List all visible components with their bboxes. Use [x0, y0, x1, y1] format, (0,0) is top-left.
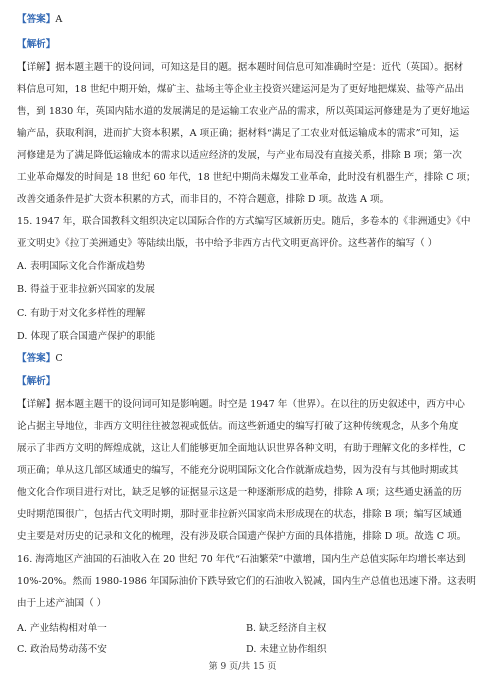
q14-analysis-tag: 【解析】 [17, 39, 56, 50]
q15-detail-line: 展示了非西方文明的辉煌成就，这让人们能够更加全面地认识世界各种文明，有助于理解文化的多样性，C [17, 443, 466, 454]
q14-detail-line: 输产品，获取利润，进而扩大资本积累，A 项正确；据材料“满足了工农业对低运输成本的需求”可知，运 [17, 128, 459, 139]
q15-stem-line: 亚文明史》《拉丁美洲通史》等陆续出版，书中给予非西方古代文明更高评价。这些著作的编写（ ） [17, 238, 438, 249]
page-number: 第 9 页/共 15 页 [208, 662, 277, 672]
q14-answer [17, 13, 62, 26]
answer-value: A [55, 14, 63, 25]
q16-option-b: B. 缺乏经济自主权 [246, 623, 327, 634]
q14-detail-line: 料信息可知，18 世纪中期开始，煤矿主、盐场主等企业主投资兴建运河是为了更好地把煤炭、盐等产品出 [17, 84, 464, 95]
q15-answer [17, 352, 63, 365]
q14-detail-line: 【详解】据本题主题干的设问词，可知这是目的题。据本题时间信息可知准确时空是：近代（英国）。据材 [17, 62, 464, 73]
q15-detail-line: 项正确；单从这几部区域通史的编写，不能充分说明国际文化合作就渐成趋势，因为没有与其他时期或其 [17, 465, 459, 476]
q14-detail-line: 河修建是为了满足降低运输成本的需求以适应经济的发展，与产业布局没有直接关系，排除 B 项；第一次 [17, 150, 462, 161]
q15-stem-line: 15. 1947 年，联合国教科文组织决定以国际合作的方式编写区域新历史。随后，多卷本的《非洲通史》《中 [17, 216, 471, 227]
q15-option-d: D. 体现了联合国遗产保护的职能 [17, 331, 156, 342]
q15-detail-line: 史时期范围很广，包括古代文明时期，那时亚非拉新兴国家尚未形成现在的状态，排除 B 项；编写区域通 [17, 509, 462, 520]
q14-detail-line: 工业革命爆发的时间是 18 世纪 60 年代，18 世纪中期尚未爆发工业革命，此时没有机器生产，排除 C 项； [17, 172, 476, 183]
q16-option-c: C. 政治局势动荡不安 [17, 644, 107, 655]
q16-stem-line: 16. 海湾地区产油国的石油收入在 20 世纪 70 年代“石油繁荣”中激增，国内生产总值实际年均增长率达到 [17, 554, 466, 565]
q15-detail-line: 论占据主导地位，非西方文明往往被忽视或低估。而这些新通史的编写打破了这种传统观念，从多个角度 [17, 421, 459, 432]
q14-detail-line: 改善交通条件是扩大资本积累的方式，而非目的，不符合题意，排除 D 项。故选 A 项。 [17, 194, 390, 205]
q15-detail-line: 他文化合作项目进行对比，缺乏足够的证据显示这是一种逐渐形成的趋势，排除 A 项；这些通史涵盖的历 [17, 487, 462, 498]
q15-option-b: B. 得益于亚非拉新兴国家的发展 [17, 284, 155, 295]
q16-option-d: D. 未建立协作组织 [246, 644, 327, 655]
q16-stem-line: 由于上述产油国（ ） [17, 598, 107, 609]
q15-detail-line: 【详解】据本题主题干的设问词可知是影响题。时空是 1947 年（世界）。在以往的历史叙述中，西方中心 [17, 399, 465, 410]
q16-stem-line: 10%-20%。然而 1980-1986 年国际油价下跌导致它们的石油收入锐减，国内生产总值也迅速下滑。这表明 [17, 576, 477, 587]
answer-value: C [55, 353, 63, 364]
answer-tag: 【答案】 [17, 353, 56, 364]
q15-detail-line: 史主要是对历史的记录和文化的梳理，没有涉及联合国遗产保护方面的具体措施，排除 D 项。故选 C 项。 [17, 531, 467, 542]
q15-option-c: C. 有助于对文化多样性的理解 [17, 308, 146, 319]
q14-detail-line: 售，到 1830 年，英国内陆水道的发展满足的是运输工农业产品的需求，所以英国运河修建是为了更好地运 [17, 106, 470, 117]
answer-tag: 【答案】 [17, 14, 56, 25]
q15-analysis-tag: 【解析】 [17, 376, 56, 387]
q16-option-a: A. 产业结构相对单一 [17, 623, 107, 634]
q15-option-a: A. 表明国际文化合作渐成趋势 [17, 261, 146, 272]
